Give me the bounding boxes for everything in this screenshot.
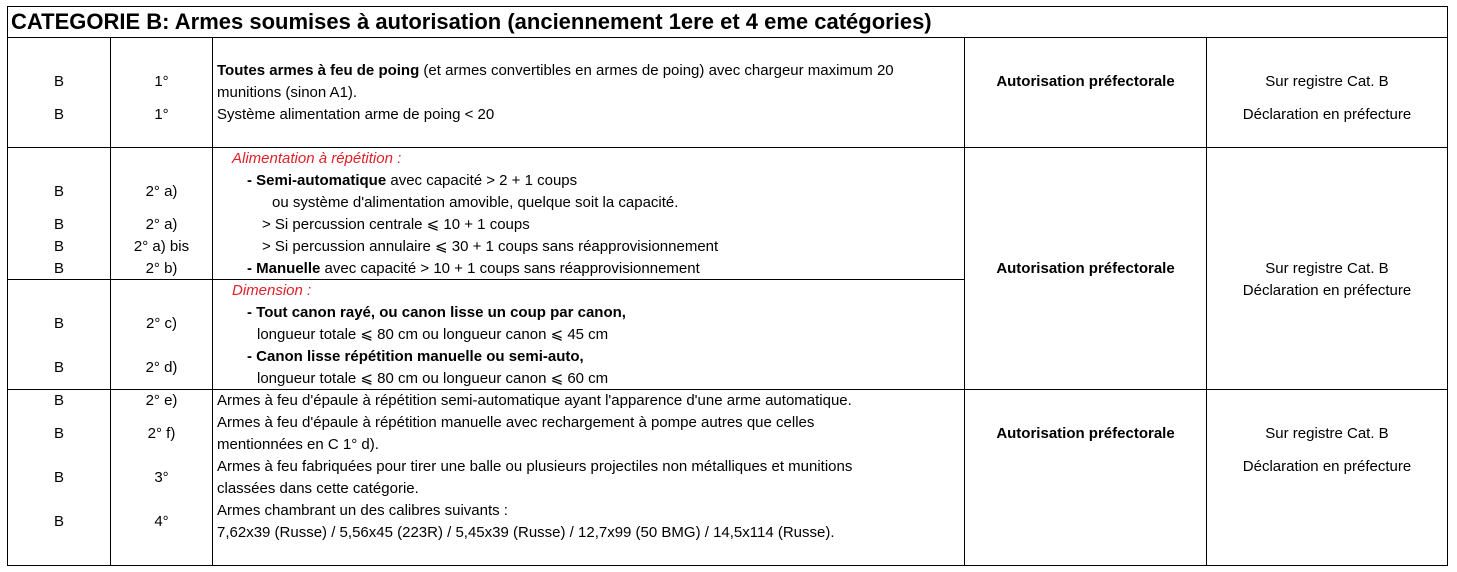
cell-category: B <box>53 216 64 233</box>
description-line: munitions (sinon A1). <box>217 84 358 101</box>
dimension-heading: Dimension : <box>232 282 312 299</box>
col-separator <box>212 37 213 566</box>
cell-category: B <box>53 392 64 409</box>
cell-category: B <box>53 315 64 332</box>
alimentation-heading: Alimentation à répétition : <box>232 150 402 167</box>
description-line: longueur totale ⩽ 80 cm ou longueur canon ⩽ 60 cm <box>257 370 609 387</box>
cell-category: B <box>53 260 64 277</box>
cell-category: B <box>53 469 64 486</box>
table-border-bottom <box>7 565 1448 566</box>
description-text: avec capacité > 2 + 1 coups <box>386 172 578 189</box>
cell-category: B <box>53 238 64 255</box>
cell-reference: 2° d) <box>145 359 178 376</box>
table-title: CATEGORIE B: Armes soumises à autorisation (anciennement 1ere et 4 eme catégories) <box>7 6 1448 38</box>
description-line: mentionnées en C 1° d). <box>217 436 379 453</box>
regime-cell: Autorisation préfectorale <box>996 73 1175 90</box>
description-line: - Tout canon rayé, ou canon lisse un coup par canon, <box>247 304 626 321</box>
description-text: (et armes convertibles en armes de poing) avec chargeur maximum 20 <box>419 62 894 79</box>
cell-reference: 2° c) <box>145 315 177 332</box>
description-line <box>217 60 894 82</box>
description-text: avec capacité > 10 + 1 coups sans réapprovisionnement <box>320 260 700 277</box>
description-line: longueur totale ⩽ 80 cm ou longueur canon ⩽ 45 cm <box>257 326 609 343</box>
cell-category: B <box>53 359 64 376</box>
cell-category: B <box>53 106 64 123</box>
cell-reference: 1° <box>154 106 169 123</box>
cell-category: B <box>53 183 64 200</box>
description-line: > Si percussion centrale ⩽ 10 + 1 coups <box>262 216 530 233</box>
description-line: - Canon lisse répétition manuelle ou semi-auto, <box>247 348 584 365</box>
description-line: Armes chambrant un des calibres suivants : <box>217 502 508 519</box>
regime-cell: Autorisation préfectorale <box>996 260 1175 277</box>
cell-reference: 2° f) <box>147 425 176 442</box>
obligation-declaration: Déclaration en préfecture <box>1242 106 1412 123</box>
cell-reference: 4° <box>154 513 169 530</box>
cell-reference: 2° a) <box>145 183 178 200</box>
obligation-registre: Sur registre Cat. B <box>1265 260 1389 277</box>
description-line: ou système d'alimentation amovible, quelque soit la capacité. <box>272 194 679 211</box>
description-bold: Toutes armes à feu de poing <box>217 62 420 79</box>
cell-category: B <box>53 513 64 530</box>
description-line: Armes à feu d'épaule à répétition manuelle avec rechargement à pompe autres que celles <box>217 414 815 431</box>
description-line <box>247 170 577 192</box>
cell-category: B <box>53 73 64 90</box>
cell-reference: 1° <box>154 73 169 90</box>
row-separator <box>7 147 1448 148</box>
cell-reference: 2° e) <box>145 392 178 409</box>
obligation-registre: Sur registre Cat. B <box>1265 425 1389 442</box>
cell-reference: 2° a) bis <box>133 238 190 255</box>
description-line: > Si percussion annulaire ⩽ 30 + 1 coups sans réapprovisionnement <box>262 238 719 255</box>
description-line: Armes à feu d'épaule à répétition semi-automatique ayant l'apparence d'une arme automatique. <box>217 392 852 409</box>
description-line: Système alimentation arme de poing < 20 <box>217 106 495 123</box>
cell-reference: 2° b) <box>145 260 178 277</box>
obligation-registre: Sur registre Cat. B <box>1265 73 1389 90</box>
cell-reference: 3° <box>154 469 169 486</box>
description-line: classées dans cette catégorie. <box>217 480 419 497</box>
description-line: Armes à feu fabriquées pour tirer une balle ou plusieurs projectiles non métalliques et munitions <box>217 458 853 475</box>
description-bold: - Semi-automatique <box>247 172 387 189</box>
cell-reference: 2° a) <box>145 216 178 233</box>
description-line <box>247 258 700 280</box>
description-line: 7,62x39 (Russe) / 5,56x45 (223R) / 5,45x39 (Russe) / 12,7x99 (50 BMG) / 14,5x114 (Russe). <box>217 524 835 541</box>
regime-cell: Autorisation préfectorale <box>996 425 1175 442</box>
table-border-right <box>1447 37 1448 566</box>
obligation-declaration: Déclaration en préfecture <box>1242 282 1412 299</box>
col-separator <box>964 37 965 566</box>
obligation-declaration: Déclaration en préfecture <box>1242 458 1412 475</box>
cell-category: B <box>53 425 64 442</box>
description-bold: - Manuelle <box>247 260 321 277</box>
